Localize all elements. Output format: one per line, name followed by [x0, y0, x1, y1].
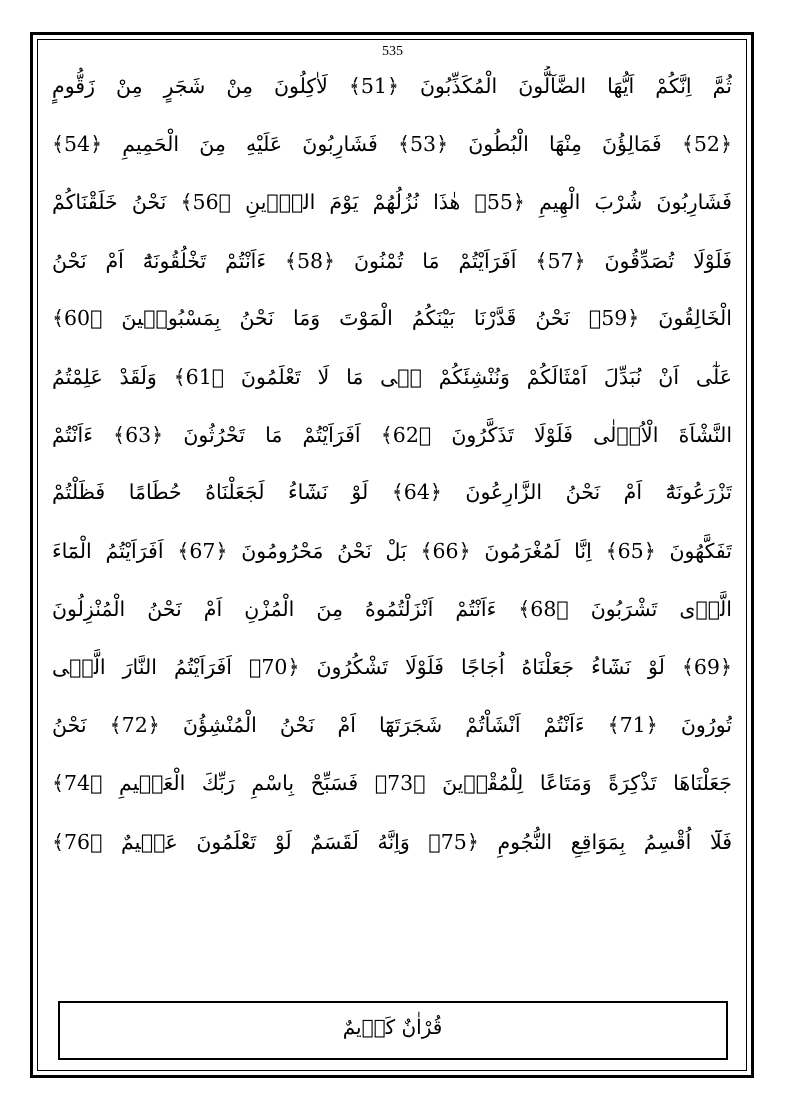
text-line-1: ثُمَّ اِنَّكُمْ اَيُّهَا الضَّآلُّونَ الْمُكَذِّبُونَ ﴿51﴾ لَاٰكِلُونَ مِنْ شَجَرٍ مِنْ زَقُّومٍ [52, 74, 732, 98]
text-line-9: تَفَكَّهُونَ ﴿65﴾ اِنَّا لَمُغْرَمُونَ ﴿66﴾ بَلْ نَحْنُ مَحْرُومُونَ ﴿67﴾ اَفَرَاَيْتُمُ الْمَٓاءَ [52, 539, 732, 563]
text-line-11: ﴿69﴾ لَوْ نَشَٓاءُ جَعَلْنَاهُ اُجَاجًا فَلَوْلَا تَشْكُرُونَ ﴿70﴾ اَفَرَاَيْتُمُ النَّارَ الَّت۪ى [52, 655, 732, 679]
text-line-6: عَلٰٓى اَنْ نُبَدِّلَ اَمْثَالَكُمْ وَنُنْشِئَكُمْ ف۪ى مَا لَا تَعْلَمُونَ ﴿61﴾ وَلَقَدْ عَلِمْتُمُ [52, 365, 732, 389]
catchword: قُرْاٰنٌ كَر۪يمٌ [342, 1015, 443, 1039]
text-line-5: الْخَالِقُونَ ﴿59﴾ نَحْنُ قَدَّرْنَا بَيْنَكُمُ الْمَوْتَ وَمَا نَحْنُ بِمَسْبُوق۪ينَ ﴿60﴾ [52, 306, 732, 330]
text-line-10: الَّذ۪ى تَشْرَبُونَ ﴿68﴾ ءَاَنْتُمْ اَنْزَلْتُمُوهُ مِنَ الْمُزْنِ اَمْ نَحْنُ الْمُنْزِلُونَ [52, 597, 732, 621]
text-line-3: فَشَارِبُونَ شُرْبَ الْهِيمِ ﴿55﴾ هٰذَا نُزُلُهُمْ يَوْمَ الدّ۪ينِ ﴿56﴾ نَحْنُ خَلَقْنَاكُمْ [52, 190, 732, 214]
text-line-8: تَزْرَعُونَهُٓ اَمْ نَحْنُ الزَّارِعُونَ ﴿64﴾ لَوْ نَشَٓاءُ لَجَعَلْنَاهُ حُطَامًا فَظَلْتُمْ [52, 480, 732, 504]
text-line-13: جَعَلْنَاهَا تَذْكِرَةً وَمَتَاعًا لِلْمُقْو۪ينَ ﴿73﴾ فَسَبِّحْ بِاسْمِ رَبِّكَ الْعَظ۪يمِ ﴿74﴾ [52, 771, 732, 795]
text-line-7: النَّشْاَةَ الْاُو۫لٰى فَلَوْلَا تَذَكَّرُونَ ﴿62﴾ اَفَرَاَيْتُمْ مَا تَحْرُثُونَ ﴿63﴾ ءَاَنْتُمْ [52, 423, 732, 447]
text-line-2: ﴿52﴾ فَمَالِؤُنَ مِنْهَا الْبُطُونَ ﴿53﴾ فَشَارِبُونَ عَلَيْهِ مِنَ الْحَمِيمِ ﴿54﴾ [52, 132, 732, 156]
text-line-14: فَلَٓا اُقْسِمُ بِمَوَاقِعِ النُّجُومِ ﴿75﴾ وَاِنَّهُ لَقَسَمٌ لَوْ تَعْلَمُونَ عَظ۪يمٌ ﴿76﴾ [52, 830, 732, 854]
text-line-4: فَلَوْلَا تُصَدِّقُونَ ﴿57﴾ اَفَرَاَيْتُمْ مَا تُمْنُونَ ﴿58﴾ ءَاَنْتُمْ تَخْلُقُونَهُٓ اَمْ نَحْنُ [52, 249, 732, 273]
text-line-12: تُورُونَ ﴿71﴾ ءَاَنْتُمْ اَنْشَاْتُمْ شَجَرَتَهَٓا اَمْ نَحْنُ الْمُنْشِؤُنَ ﴿72﴾ نَحْنُ [52, 713, 732, 737]
page-number: 535 [382, 44, 403, 59]
